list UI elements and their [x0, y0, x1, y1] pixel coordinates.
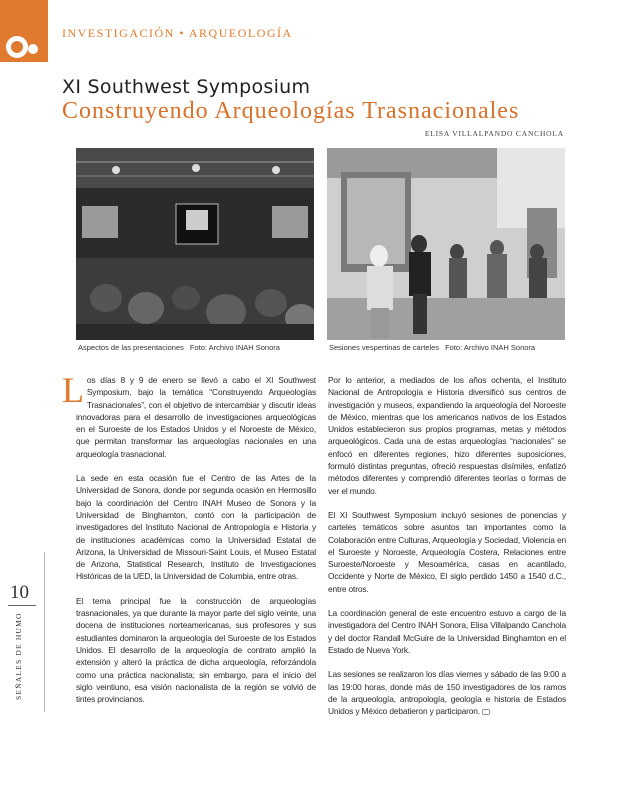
logo-ring-icon [6, 36, 28, 58]
article-title: Construyendo Arqueologías Trasnacionales [62, 98, 520, 124]
body-paragraph: El tema principal fue la construcción de arqueologías trasnacionales, ya que durante la mayor parte del siglo veinte, una docena de instituciones norteamericanas, sus profesores y sus estudiantes dominaron la arqueología del Suroeste de los Estados Unidos. El desarrollo de la arqueología de contrato amplió la extensión y alteró la práctica de dicha arqueología, reforzándola como una práctica nacionalista; sin embargo, para el inicio del siglo veintiuno, esa visión nacionalista de la región se volvió de tintes provincianos. [76, 595, 316, 705]
photo-caption-right [329, 343, 535, 352]
magazine-name: SEÑALES DE HUMO [14, 612, 23, 700]
body-paragraph: El XI Southwest Symposium incluyó sesiones de ponencias y carteles temáticos sobre asuntos tan importantes como la Colaboración entre Culturas, Arqueología y Sociedad, Violencia en el Suroeste y Noroeste, Arqueología Costera, Relaciones entre Suroeste/Noroeste y Mesoamérica, casas en acantilado, Occidente y Norte de México, El siglo perdido 1450 a 1540 d.C., entre otros. [328, 509, 566, 594]
body-paragraph: La coordinación general de este encuentro estuvo a cargo de la investigadora del Centro INAH Sonora, Elisa Villalpando Canchola y del doctor Randall McGuire de la Universidad Binghamton en el Estado de Nueva York. [328, 608, 566, 655]
caption-credit: Foto: Archivo INAH Sonora [189, 343, 280, 352]
article-author: ELISA VILLALPANDO CANCHOLA [424, 129, 564, 138]
page-number: 10 [10, 582, 29, 603]
article-column-right [328, 374, 566, 729]
caption-credit: Foto: Archivo INAH Sonora [445, 343, 536, 352]
photo-poster-sessions [327, 148, 565, 340]
caption-text: Sesiones vespertinas de carteles [329, 343, 440, 352]
body-paragraph: La sede en esta ocasión fue el Centro de las Artes de la Universidad de Sonora, donde por segunda ocasión en Hermosillo bajo la coordinación del Centro INAH Museo de Sonora y la Universidad de Binghamton, contó con la participación de investigadores del Instituto Nacional de Antropología e Historia y de instituciones académicas como la Universidad Estatal de Arizona, la Universidad de Missouri-Saint Louis, el Museo Estatal de Arizona, Statistical Research, Instituto de Investigaciones Históricas de la UED, la Universidad de Columbia, entre otras. [76, 473, 316, 582]
sidebar-divider [44, 552, 45, 712]
end-of-article-icon [482, 709, 490, 715]
article-column-left [62, 370, 316, 717]
body-paragraph: Por lo anterior, a mediados de los años ochenta, el Instituto Nacional de Antropología e Historia diversificó sus centros de investigación y museos, expandiendo la arqueología del Noroeste de México, mientras que los americanos nativos de los Estados Unidos establecieron sus propios programas, metas y métodos arqueológicos. Cada una de estas arqueologías “nacionales” se enfocó en diferentes regiones, hizo diferentes suposiciones, formuló distintas preguntas, ofreció respuestas disímiles, enfatizó métodos diferentes y comprendió diferentes teorías o formas de ver el mundo. [328, 375, 566, 496]
article-supertitle: XI Southwest Symposium [62, 76, 311, 98]
magazine-logo [0, 0, 48, 62]
page-number-rule [8, 605, 36, 606]
photo-caption-left [78, 343, 280, 352]
logo-dot-icon [28, 44, 38, 54]
section-label: INVESTIGACIÓN • ARQUEOLOGÍA [62, 26, 293, 40]
body-paragraph: Las sesiones se realizaron los días viernes y sábado de las 9:00 a las 19:00 horas, donde más de 150 investigadores de los ramos de la arqueología, antropología, geología e historia de Estados Unidos y México debatieron y participaron. [328, 669, 566, 717]
body-paragraph: Los días 8 y 9 de enero se llevó a cabo el XI Southwest Symposium, bajo la temática “Construyendo Arqueologías Trasnacionales”, con el objetivo de intercambiar y discutir ideas innovadoras para el desarrollo de investigaciones arqueológicas en el Suroeste de los Estados Unidos y el Noroeste de México, que permitan transformar las arqueologías nacionales en una arqueología trasnacional. [62, 370, 316, 459]
dropcap: L [62, 370, 84, 410]
caption-text: Aspectos de las presentaciones [78, 343, 184, 352]
photo-presentations [76, 148, 314, 340]
